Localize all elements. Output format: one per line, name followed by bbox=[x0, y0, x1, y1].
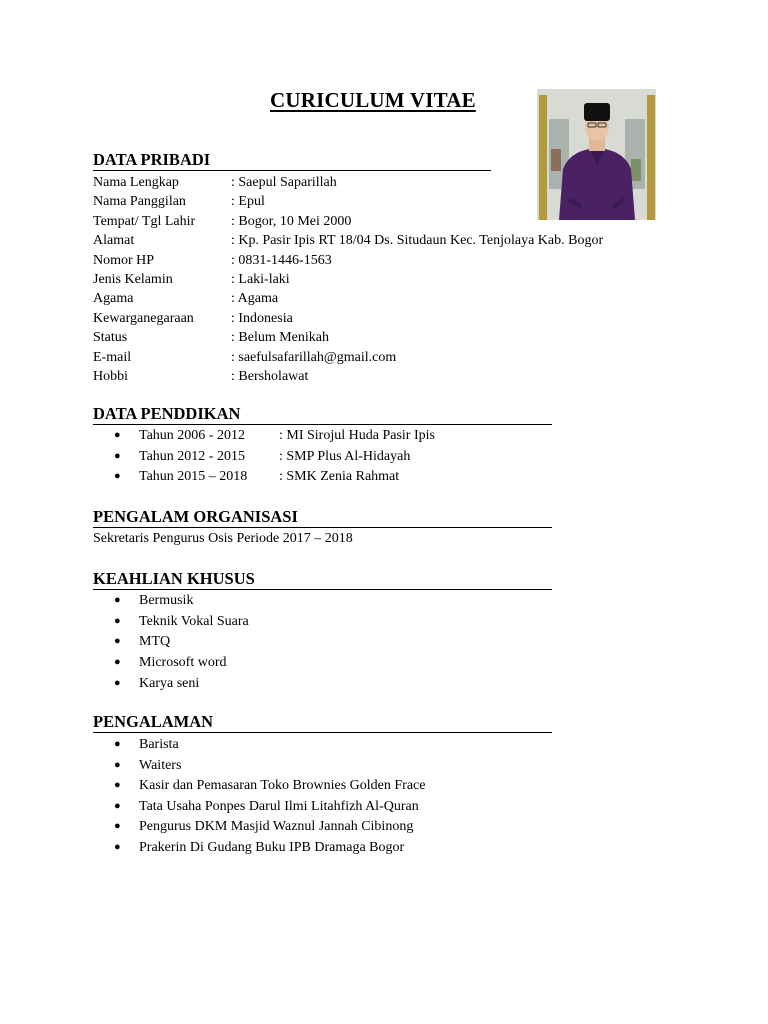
bullet-icon: ● bbox=[114, 758, 121, 771]
list-item bbox=[114, 799, 419, 815]
personal-data-row bbox=[93, 328, 329, 347]
personal-data-row bbox=[93, 251, 332, 270]
personal-data-row bbox=[93, 173, 337, 192]
personal-data-value: : Bogor, 10 Mei 2000 bbox=[231, 213, 352, 229]
education-school: : MI Sirojul Huda Pasir Ipis bbox=[279, 428, 435, 443]
personal-data-label: Status bbox=[93, 330, 128, 346]
personal-data-value: : Belum Menikah bbox=[231, 330, 329, 346]
list-item bbox=[114, 819, 413, 835]
education-school: : SMK Zenia Rahmat bbox=[279, 469, 400, 484]
bullet-icon: ● bbox=[114, 594, 121, 606]
personal-data-row bbox=[93, 270, 290, 289]
bullet-icon: ● bbox=[114, 656, 121, 669]
section-heading-organisasi: PENGALAM ORGANISASI bbox=[93, 508, 552, 528]
personal-data-label: Alamat bbox=[93, 233, 135, 249]
section-heading-keahlian: KEAHLIAN KHUSUS bbox=[93, 570, 552, 590]
experience-text: Barista bbox=[139, 737, 179, 752]
personal-data-value: : saefulsafarillah@gmail.com bbox=[231, 349, 397, 365]
list-item bbox=[114, 840, 404, 856]
list-item bbox=[114, 634, 170, 650]
personal-data-label: Nomor HP bbox=[93, 252, 155, 268]
skill-text: Bermusik bbox=[139, 593, 194, 608]
personal-data-row bbox=[93, 289, 278, 308]
section-heading-pendidikan: DATA PENDDIKAN bbox=[93, 405, 552, 425]
bullet-icon: ● bbox=[114, 779, 121, 792]
personal-data-label: E-mail bbox=[93, 349, 132, 365]
list-item bbox=[114, 778, 425, 794]
education-year: Tahun 2006 - 2012 bbox=[139, 428, 245, 443]
list-item bbox=[114, 737, 179, 753]
personal-data-value: : Saepul Saparillah bbox=[231, 175, 337, 190]
personal-data-value: : Epul bbox=[231, 194, 265, 210]
personal-data-label: Nama Lengkap bbox=[93, 175, 179, 190]
personal-data-label: Jenis Kelamin bbox=[93, 272, 173, 287]
skill-text: Microsoft word bbox=[139, 655, 227, 671]
list-item bbox=[114, 469, 399, 485]
list-item bbox=[114, 428, 435, 444]
skill-text: MTQ bbox=[139, 634, 171, 650]
education-school: : SMP Plus Al-Hidayah bbox=[279, 448, 411, 464]
personal-data-label: Nama Panggilan bbox=[93, 194, 186, 210]
personal-data-value: : Laki-laki bbox=[231, 272, 290, 287]
personal-data-label: Tempat/ Tgl Lahir bbox=[93, 213, 196, 229]
list-item bbox=[114, 655, 227, 671]
organisasi-text: Sekretaris Pengurus Osis Periode 2017 – 2018 bbox=[93, 531, 353, 546]
education-year: Tahun 2015 – 2018 bbox=[139, 469, 248, 484]
list-item bbox=[114, 449, 410, 465]
list-item bbox=[114, 614, 249, 630]
personal-data-row bbox=[93, 231, 603, 250]
experience-text: Prakerin Di Gudang Buku IPB Dramaga Bogor bbox=[139, 840, 405, 855]
personal-data-value: : Agama bbox=[231, 291, 279, 307]
section-heading-pengalaman: PENGALAMAN bbox=[93, 713, 552, 733]
bullet-icon: ● bbox=[114, 738, 121, 750]
personal-data-value: : Indonesia bbox=[231, 310, 293, 326]
experience-text: Kasir dan Pemasaran Toko Brownies Golden Frace bbox=[139, 778, 426, 794]
personal-data-row bbox=[93, 309, 293, 328]
skill-text: Teknik Vokal Suara bbox=[139, 613, 249, 629]
personal-data-value: : 0831-1446-1563 bbox=[231, 252, 332, 268]
personal-data-row bbox=[93, 192, 265, 211]
education-year: Tahun 2012 - 2015 bbox=[139, 448, 245, 464]
list-item bbox=[114, 593, 193, 609]
bullet-icon: ● bbox=[114, 470, 121, 482]
bullet-icon: ● bbox=[114, 820, 121, 833]
personal-data-row bbox=[93, 367, 308, 386]
experience-text: Waiters bbox=[139, 757, 182, 773]
bullet-icon: ● bbox=[114, 799, 121, 812]
personal-data-label: Kewarganegaraan bbox=[93, 310, 194, 326]
bullet-icon: ● bbox=[114, 449, 121, 462]
personal-data-row bbox=[93, 212, 351, 231]
personal-data-label: Hobbi bbox=[93, 369, 128, 384]
bullet-icon: ● bbox=[114, 429, 121, 441]
list-item bbox=[114, 676, 199, 692]
bullet-icon: ● bbox=[114, 676, 121, 689]
list-item bbox=[114, 758, 181, 774]
experience-text: Tata Usaha Ponpes Darul Ilmi Litahfizh Al-Quran bbox=[139, 798, 419, 814]
personal-data-label: Agama bbox=[93, 291, 134, 307]
page-title: CURICULUM VITAE bbox=[270, 88, 476, 112]
profile-photo bbox=[537, 89, 656, 220]
personal-data-row bbox=[93, 348, 396, 367]
bullet-icon: ● bbox=[114, 841, 121, 853]
skill-text: Karya seni bbox=[139, 675, 200, 691]
bullet-icon: ● bbox=[114, 635, 121, 648]
experience-text: Pengurus DKM Masjid Waznul Jannah Cibinong bbox=[139, 819, 414, 835]
personal-data-value: : Bersholawat bbox=[231, 369, 309, 384]
section-heading-data-pribadi: DATA PRIBADI bbox=[93, 151, 491, 171]
personal-data-value: : Kp. Pasir Ipis RT 18/04 Ds. Situdaun Kec. Tenjolaya Kab. Bogor bbox=[231, 233, 604, 249]
bullet-icon: ● bbox=[114, 614, 121, 627]
